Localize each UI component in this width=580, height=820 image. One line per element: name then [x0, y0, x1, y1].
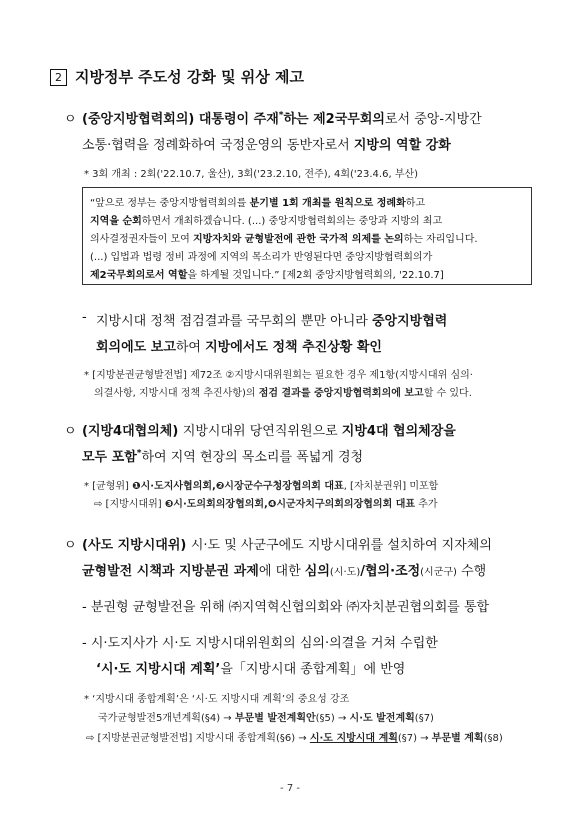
s2-footnote-1: * [지방분권균형발전법] 제72조 ②지방시대위원회는 필요한 경우 제1항(지방시대위 심의·: [84, 370, 473, 381]
quote-line-2: 지역을 순회하면서 개최하겠습니다. (...) 중앙지방협력회의는 중앙과 지방의 최고: [90, 216, 443, 227]
quote-line-4: (...) 입법과 법령 정비 과정에 지역의 목소리가 반영된다면 중앙지방협력회의가: [90, 252, 433, 263]
s4-footnote-1: * ‘지방시대 종합계획’은 ‘시·도 지방시대 계획’의 중요성 강조: [84, 694, 350, 705]
bullet-marker: ㅇ: [64, 112, 77, 127]
s3-line-2: 모두 포함*하여 지역 현장의 목소리를 폭넓게 경청: [82, 448, 364, 465]
page-number: - 7 -: [280, 783, 300, 794]
s3-footnote-1: * [균형위] ❶시·도지사협의회,❷시장군수구청장협의회 대표, [자치분권위] 미포함: [84, 481, 439, 492]
s1-line-1: (중앙지방협력회의) 대통령이 주재*하는 제2국무회의로서 중앙-지방간: [82, 110, 482, 127]
s2-footnote-2: 의결사항, 지방시대 정책 추진사항)의 점검 결과를 중앙지방협력회의에 보고할 수 있다.: [94, 388, 472, 399]
s1-footnote: * 3회 개최 : 2회('22.10.7, 울산), 3회('23.2.10, 전주), 4회('23.4.6, 부산): [84, 169, 419, 180]
s4-footnote-3: ⇨ [지방분권균형발전법] 지방시대 종합계획(§6) → 시·도 지방시대 계획(§7) → 부문별 계획(§8): [86, 733, 503, 744]
quote-line-3: 의사결정권자들이 모여 지방자치와 균형발전에 관한 국가적 의제를 논의하는 자리입니다.: [90, 234, 478, 245]
s3-line-1: (지방4대협의체) 지방시대위 당연직위원으로 지방4대 협의체장을: [82, 424, 456, 439]
s1-line-2: 소통·협력을 정례화하여 국정운영의 동반자로서 지방의 역할 강화: [82, 138, 451, 153]
section-number-box: 2: [50, 69, 67, 86]
section-title: 지방정부 주도성 강화 및 위상 제고: [75, 68, 304, 86]
bullet-marker: ㅇ: [64, 424, 77, 439]
s4-dash-1: - 분권형 균형발전을 위해 ㈜지역혁신협의회와 ㈜자치분권협의회를 통합: [82, 600, 490, 615]
section-heading: [50, 66, 304, 87]
s2-line-2: 회의에도 보고하여 지방에서도 정책 추진상황 확인: [96, 340, 382, 355]
s4-dash-2-line-1: - 시·도지사가 시·도 지방시대위원회의 심의·의결을 거쳐 수립한: [82, 636, 438, 651]
bullet-marker: ㅇ: [64, 538, 77, 553]
s2-line-1: 지방시대 정책 점검결과를 국무회의 뿐만 아니라 중앙지방협력: [96, 314, 448, 329]
dash-marker: -: [82, 310, 87, 325]
s4-dash-2-line-2: ‘시·도 지방시대 계획’을「지방시대 종합계획」에 반영: [96, 662, 406, 677]
quote-line-1: “앞으로 정부는 중앙지방협력회의를 분기별 1회 개최를 원칙으로 정례화하고: [90, 198, 426, 209]
s4-line-2: 균형발전 시책과 지방분권 과제에 대한 심의(시·도)/협의·조정(시군구) 수행: [82, 564, 487, 579]
quote-line-5: 제2국무회의로서 역할을 하게될 것입니다.” [제2회 중앙지방협력회의, '22.10.7]: [90, 270, 444, 281]
s4-footnote-2: 국가균형발전5개년계획(§4) → 부문별 발전계획안(§5) → 시·도 발전계획(§7): [98, 713, 434, 724]
s4-line-1: (사도 지방시대위) 시·도 및 사군구에도 지방시대위를 설치하여 지자체의: [82, 538, 492, 553]
s3-footnote-2: ⇨ [지방시대위] ❸시·도의회의장협의회,❹시군자치구의회의장협의회 대표 추가: [94, 499, 438, 510]
